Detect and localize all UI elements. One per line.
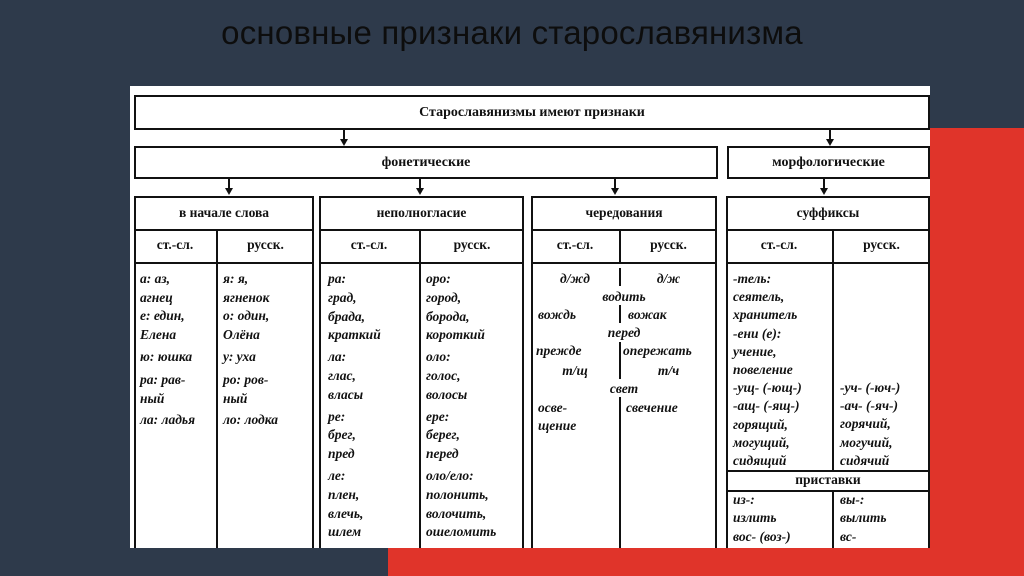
divider: [320, 229, 523, 231]
col-cs-header: ст.-сл.: [556, 237, 594, 252]
list-item: ло: лодка: [223, 412, 279, 428]
ch-r9-cs: щение: [538, 418, 577, 433]
ch-r6-ru: т/ч: [657, 363, 680, 378]
list-item: учение,: [733, 343, 777, 359]
list-item: ошеломить: [426, 524, 497, 540]
list-item: из-:: [733, 492, 755, 507]
divider: [727, 262, 929, 264]
list-item: волосы: [426, 386, 468, 402]
start-cs-list: [140, 270, 195, 430]
divider: [832, 490, 834, 548]
list-item: агнец: [140, 289, 173, 305]
list-item: власы: [328, 386, 364, 402]
list-item: -ащ- (-ящ-): [733, 398, 800, 414]
list-item: сидящий: [733, 453, 787, 469]
col-cs-header: ст.-сл.: [760, 237, 798, 252]
group-start-title: в начале слова: [178, 205, 270, 220]
list-item: город,: [426, 289, 462, 305]
group-suffix-title: суффиксы: [796, 205, 860, 220]
arrow-down-icon: [225, 188, 233, 195]
list-item: ле:: [328, 467, 346, 483]
pref-ru-list: [840, 491, 887, 546]
list-item: брег,: [328, 427, 356, 443]
list-item: ю: юшка: [140, 349, 193, 365]
list-item: град,: [328, 289, 357, 305]
list-item: ра: рав-: [140, 371, 186, 387]
morph-header-label: морфологические: [772, 154, 885, 170]
group-chered-title: чередования: [585, 205, 663, 220]
suf-ru-list: [840, 379, 900, 470]
divider: [135, 262, 313, 264]
divider: [216, 230, 218, 548]
divider: [532, 262, 716, 264]
divider: [135, 229, 313, 231]
list-item: оро:: [426, 271, 451, 286]
list-item: вос- (воз-): [733, 528, 791, 544]
list-item: оло/ело:: [426, 467, 474, 483]
list-item: голос,: [426, 367, 461, 383]
arrow-down-icon: [820, 188, 828, 195]
list-item: -тель:: [733, 271, 772, 286]
divider: [532, 229, 716, 231]
ch-r6-cs: т/щ: [562, 363, 588, 378]
list-item: ный: [140, 390, 165, 406]
list-item: могущий,: [733, 434, 790, 450]
list-item: шлем: [328, 524, 362, 540]
top-header-label: Старославянизмы имеют признаки: [419, 104, 645, 120]
col-cs-header: ст.-сл.: [350, 237, 388, 252]
ch-r7: свет: [609, 381, 639, 396]
list-item: -ущ- (-ющ-): [733, 380, 802, 396]
col-ru-header: русск.: [863, 237, 900, 252]
divider: [619, 397, 621, 548]
list-item: вс-: [840, 528, 857, 544]
ch-r5-ru: опережать: [623, 343, 692, 358]
arrow-down-icon: [611, 188, 619, 195]
arrow-down-icon: [340, 139, 348, 146]
ch-r2: водить: [602, 289, 646, 304]
list-item: ро: ров-: [223, 371, 269, 387]
list-item: ягненок: [223, 289, 270, 305]
list-item: короткий: [426, 327, 485, 343]
list-item: -уч- (-юч-): [840, 380, 901, 395]
ch-r8-ru: свечение: [626, 400, 678, 415]
prefix-header: приставки: [795, 472, 861, 487]
col-ru-header: русск.: [650, 237, 687, 252]
list-item: ла: ладья: [140, 412, 196, 428]
list-item: перед: [426, 446, 459, 462]
list-item: вылить: [840, 510, 887, 526]
list-item: излить: [733, 510, 777, 526]
ch-r5-cs: прежде: [536, 343, 582, 358]
ch-r3-cs: вождь: [538, 307, 576, 322]
list-item: ный: [223, 390, 248, 406]
list-item: е: един,: [140, 308, 185, 324]
arrow-down-icon: [826, 139, 834, 146]
list-item: повеление: [733, 362, 793, 378]
list-item: ере:: [426, 408, 450, 424]
start-ru-list: [223, 270, 278, 430]
list-item: берег,: [426, 427, 460, 443]
list-item: горящий,: [733, 416, 788, 432]
divider: [320, 262, 523, 264]
ch-r8-cs: осве-: [538, 400, 568, 415]
nep-ru-list: [426, 270, 496, 542]
phonetic-header-box: [134, 146, 718, 179]
list-item: Олёна: [223, 326, 260, 342]
list-item: глас,: [328, 367, 356, 383]
list-item: о: один,: [223, 308, 270, 324]
ch-r1-cs: д/жд: [560, 271, 590, 286]
col-ru-header: русск.: [453, 237, 491, 252]
list-item: ра:: [328, 271, 346, 286]
col-cs-header: ст.-сл.: [156, 237, 194, 252]
nep-cs-list: [328, 270, 381, 542]
table-image: [130, 86, 930, 548]
list-item: оло:: [426, 349, 451, 365]
divider: [727, 229, 929, 231]
list-item: -ени (е):: [733, 325, 782, 341]
list-item: -ач- (-яч-): [840, 398, 899, 414]
list-item: плен,: [328, 486, 360, 502]
phonetic-header-label: фонетические: [381, 154, 471, 170]
list-item: а: аз,: [140, 271, 171, 286]
divider: [832, 230, 834, 470]
morph-header-box: [727, 146, 930, 179]
slide-title: основные признаки старославянизма: [221, 14, 803, 51]
list-item: ла:: [328, 349, 347, 365]
col-ru-header: русск.: [247, 237, 284, 252]
ch-r4: перед: [607, 325, 641, 340]
list-item: ре:: [328, 408, 346, 424]
list-item: волочить,: [426, 505, 487, 521]
list-item: сеятель,: [733, 289, 785, 305]
list-item: полонить,: [426, 486, 489, 502]
list-item: горячий,: [840, 416, 891, 432]
ch-r1-ru: д/ж: [656, 271, 681, 286]
suf-cs-list: [733, 270, 802, 470]
divider: [419, 230, 421, 548]
list-item: я: я,: [223, 271, 249, 286]
list-item: у: уха: [223, 349, 256, 365]
pref-cs-list: [733, 491, 791, 546]
list-item: брада,: [328, 308, 366, 324]
list-item: краткий: [328, 327, 381, 343]
list-item: вы-:: [840, 492, 865, 507]
list-item: хранитель: [733, 307, 798, 323]
list-item: борода,: [426, 308, 470, 324]
list-item: влечь,: [328, 505, 364, 521]
divider: [619, 305, 621, 323]
list-item: сидячий: [840, 452, 890, 468]
arrow-down-icon: [416, 188, 424, 195]
ch-r3-ru: вожак: [628, 307, 667, 322]
list-item: Елена: [140, 326, 177, 342]
group-nepolno-title: неполногласие: [376, 205, 467, 220]
list-item: пред: [328, 446, 355, 462]
top-header-box: [134, 95, 930, 130]
list-item: могучий,: [840, 434, 893, 450]
